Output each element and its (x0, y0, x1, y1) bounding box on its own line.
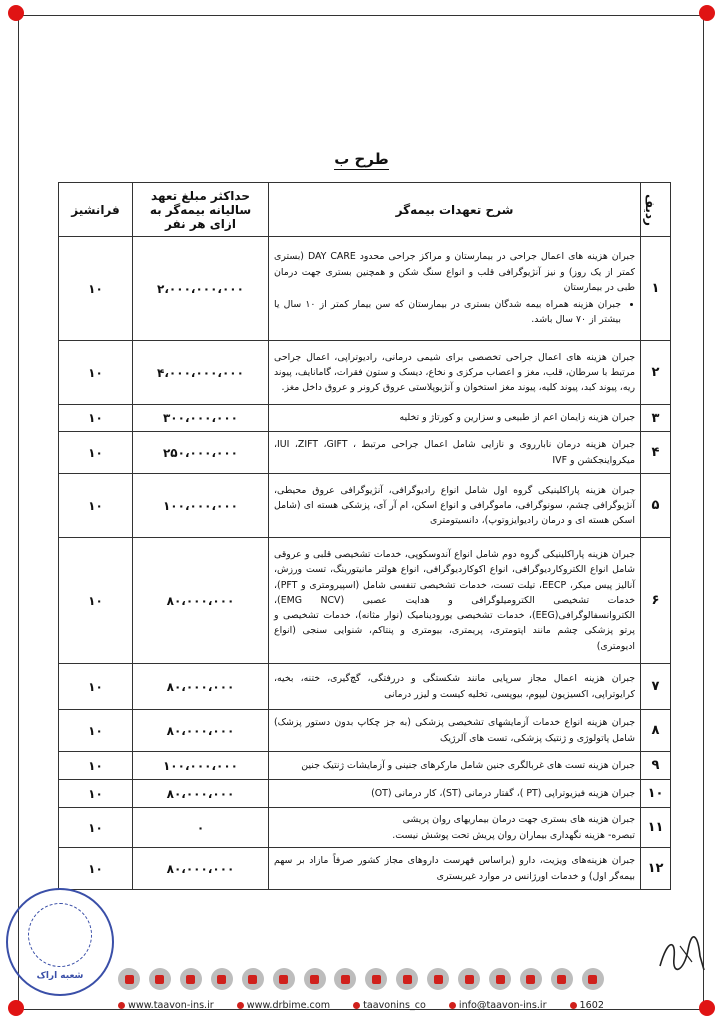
row-amount: ۲۵۰،۰۰۰،۰۰۰ (133, 432, 269, 474)
row-franchise: ۱۰ (59, 752, 133, 780)
row-amount: ۱۰۰،۰۰۰،۰۰۰ (133, 474, 269, 538)
truck-icon (334, 968, 356, 990)
house-icon (396, 968, 418, 990)
row-amount: ۰ (133, 808, 269, 848)
row-franchise: ۱۰ (59, 710, 133, 752)
car-icon (180, 968, 202, 990)
website-link[interactable]: www.taavon-ins.ir (118, 1000, 214, 1011)
table-row (59, 752, 671, 780)
header-max-amount: حداکثر مبلغ تعهد سالیانه بیمه‌گر به ازای هر نفر (133, 183, 269, 237)
stamp-emblem-icon (28, 903, 92, 967)
row-number: ۶ (641, 538, 671, 664)
table-row (59, 474, 671, 538)
fire-icon (118, 968, 140, 990)
row-amount: ۸۰،۰۰۰،۰۰۰ (133, 780, 269, 808)
row-franchise: ۱۰ (59, 405, 133, 432)
plane-icon (273, 968, 295, 990)
row-description: جبران هزینه های اعمال جراحی تخصصی برای شیمی درمانی، رادیوتراپی، اعمال جراحی مرتبط با سرطان، قلب، مغز و اعصاب مرکزی و نخاع، دیسک و ستون فقرات، گامانایف، پیوند ریه، پیوند کبد، پیوند کلیه، پیوند مغز استخوان و آنژیوپلاستی عروق کرونر و عروق داخل مغز. (269, 341, 641, 405)
row-number: ۳ (641, 405, 671, 432)
row-bullet: • جبران هزینه همراه بیمه شدگان بستری در بیمارستان که سن بیمار کمتر از ۱۰ سال یا بیشتر از ۷۰ سال باشد. (274, 297, 621, 327)
row-number: ۱ (641, 237, 671, 341)
corner-dot-top-left (8, 5, 24, 21)
row-description: جبران هزینه اعمال مجاز سرپایی مانند شکستگی و دررفتگی، گچ‌گیری، ختنه، بخیه، کرایوتراپی، اکسیزیون لیپوم، بیوپسی، تخلیه کیست و لیزر درمانی (269, 664, 641, 710)
row-franchise: ۱۰ (59, 664, 133, 710)
table-row (59, 780, 671, 808)
row-number: ۹ (641, 752, 671, 780)
row-description: جبران هزینه تست های غربالگری جنین شامل مارکرهای جنینی و آزمایشات ژنتیک جنین (269, 752, 641, 780)
table-row (59, 664, 671, 710)
row-description: جبران هزینه پاراکلینیکی گروه دوم شامل انواع آندوسکوپی، خدمات تشخیصی قلبی و عروقی شامل انواع الکتروکاردیوگرافی، انواع اکوکاردیوگرافی، انواع هولتر مانیتورینگ، تست ورزش، آنالیز پیس میکر، EECP، تیلت تست، خدمات تشخیصی تنفسی شامل (اسپیرومتری و PFT)، خدمات تشخیصی الکترومیلوگرافی و هدایت عصبی (EMG NCV)، الکتروانسفالوگرافی(EEG)، خدمات تشخیصی یورودینامیک (نوار مثانه)، خدمات تشخیصی و پرتو پزشکی چشم مانند اپتومتری، پریمتری، بیومتری و پنتاکم، شنوایی سنجی (انواع ادیومتری) (269, 538, 641, 664)
row-franchise: ۱۰ (59, 538, 133, 664)
row-description (269, 237, 641, 341)
contact-bar (118, 998, 604, 1012)
row-franchise: ۱۰ (59, 432, 133, 474)
table-row (59, 848, 671, 890)
row-franchise: ۱۰ (59, 848, 133, 890)
row-amount: ۱۰۰،۰۰۰،۰۰۰ (133, 752, 269, 780)
row-franchise: ۱۰ (59, 474, 133, 538)
stamp-text: شعبه اراک (36, 971, 84, 981)
email-link[interactable]: info@taavon-ins.ir (449, 1000, 547, 1011)
row-franchise: ۱۰ (59, 341, 133, 405)
globe-icon (237, 1002, 244, 1009)
row-amount: ۸۰،۰۰۰،۰۰۰ (133, 664, 269, 710)
row-number: ۱۰ (641, 780, 671, 808)
company-stamp (6, 888, 114, 996)
family-icon (489, 968, 511, 990)
row-description: جبران هزینه پاراکلینیکی گروه اول شامل انواع رادیوگرافی، آنژیوگرافی عروق محیطی، آنژیوگرافی چشم، سونوگرافی، ماموگرافی و انواع اسکن، ام آر آی، پزشکی هسته ای (شامل اسکن هسته ای و درمان رادیوایزوتوپ)، دانسیتومتری (269, 474, 641, 538)
social-link[interactable]: taavonins_co (353, 1000, 426, 1011)
row-number: ۵ (641, 474, 671, 538)
ship-icon (304, 968, 326, 990)
table-row (59, 808, 671, 848)
row-note: تبصره- هزینه نگهداری بیماران روان پریش تحت پوشش نیست. (392, 829, 635, 841)
website2-link[interactable]: www.drbime.com (237, 1000, 330, 1011)
row-description-text: جبران هزینه های بستری جهت درمان بیماریهای روان پریشی (402, 814, 635, 826)
row-amount: ۳۰۰،۰۰۰،۰۰۰ (133, 405, 269, 432)
ambulance-icon (211, 968, 233, 990)
row-description (269, 808, 641, 848)
header-row-number: ردیف (641, 183, 671, 237)
row-description: جبران هزینه انواع خدمات آزمایشهای تشخیصی پزشکی (به جز چکاپ بدون دستور پزشک) شامل پاتولوژی و ژنتیک پزشکی، تست های آلرژیک (269, 710, 641, 752)
heart-icon (427, 968, 449, 990)
phone-number[interactable]: 1602 (570, 1000, 604, 1011)
person-icon (458, 968, 480, 990)
coverage-table (58, 182, 671, 890)
row-number: ۷ (641, 664, 671, 710)
row-number: ۱۲ (641, 848, 671, 890)
gear-icon (520, 968, 542, 990)
header-description: شرح تعهدات بیمه‌گر (269, 183, 641, 237)
globe-icon (582, 968, 604, 990)
header-franchise: فرانشیز (59, 183, 133, 237)
row-number: ۲ (641, 341, 671, 405)
instagram-icon (353, 1002, 360, 1009)
table-row (59, 538, 671, 664)
table-row (59, 405, 671, 432)
page-title: طرح ب (334, 150, 389, 168)
row-description: جبران هزینه زایمان اعم از طبیعی و سزارین و کورتاژ و تخلیه (269, 405, 641, 432)
table-row (59, 237, 671, 341)
row-franchise: ۱۰ (59, 237, 133, 341)
building-icon (149, 968, 171, 990)
table-row (59, 341, 671, 405)
row-amount: ۸۰،۰۰۰،۰۰۰ (133, 710, 269, 752)
phone-icon (570, 1002, 577, 1009)
row-amount: ۸۰،۰۰۰،۰۰۰ (133, 538, 269, 664)
corner-dot-top-right (699, 5, 715, 21)
shield-icon (551, 968, 573, 990)
corner-dot-bottom-right (699, 1000, 715, 1016)
globe-icon (118, 1002, 125, 1009)
row-description: جبران هزینه‌های ویزیت، دارو (براساس فهرست داروهای مجاز کشور صرفاً مازاد بر سهم بیمه‌گر اول) و خدمات اورژانس در موارد غیربستری (269, 848, 641, 890)
corner-dot-bottom-left (8, 1000, 24, 1016)
row-number: ۴ (641, 432, 671, 474)
medical-icon (242, 968, 264, 990)
row-description-text: جبران هزینه های اعمال جراحی در بیمارستان و مراکز جراحی محدود DAY CARE (بستری کمتر از یک روز) و نیز آنژیوگرافی قلب و انواع سنگ شکن و همچنین بستری جهت درمان طبی در بیمارستان (274, 251, 636, 293)
row-amount: ۲،۰۰۰،۰۰۰،۰۰۰ (133, 237, 269, 341)
table-header-row (59, 183, 671, 237)
table-row (59, 432, 671, 474)
table-row (59, 710, 671, 752)
row-description: جبران هزینه درمان نابارروی و نازایی شامل اعمال جراحی مرتبط ، IUI ،ZIFT ،GIFT، میکرواینجکشن و IVF (269, 432, 641, 474)
row-number: ۸ (641, 710, 671, 752)
row-franchise: ۱۰ (59, 780, 133, 808)
row-amount: ۴،۰۰۰،۰۰۰،۰۰۰ (133, 341, 269, 405)
factory-icon (365, 968, 387, 990)
row-description: جبران هزینه فیزیوتراپی (PT )، گفتار درمانی (ST)، کار درمانی (OT) (269, 780, 641, 808)
signature-icon (654, 928, 712, 978)
service-icons-bar (118, 966, 604, 992)
email-icon (449, 1002, 456, 1009)
row-franchise: ۱۰ (59, 808, 133, 848)
row-number: ۱۱ (641, 808, 671, 848)
row-amount: ۸۰،۰۰۰،۰۰۰ (133, 848, 269, 890)
